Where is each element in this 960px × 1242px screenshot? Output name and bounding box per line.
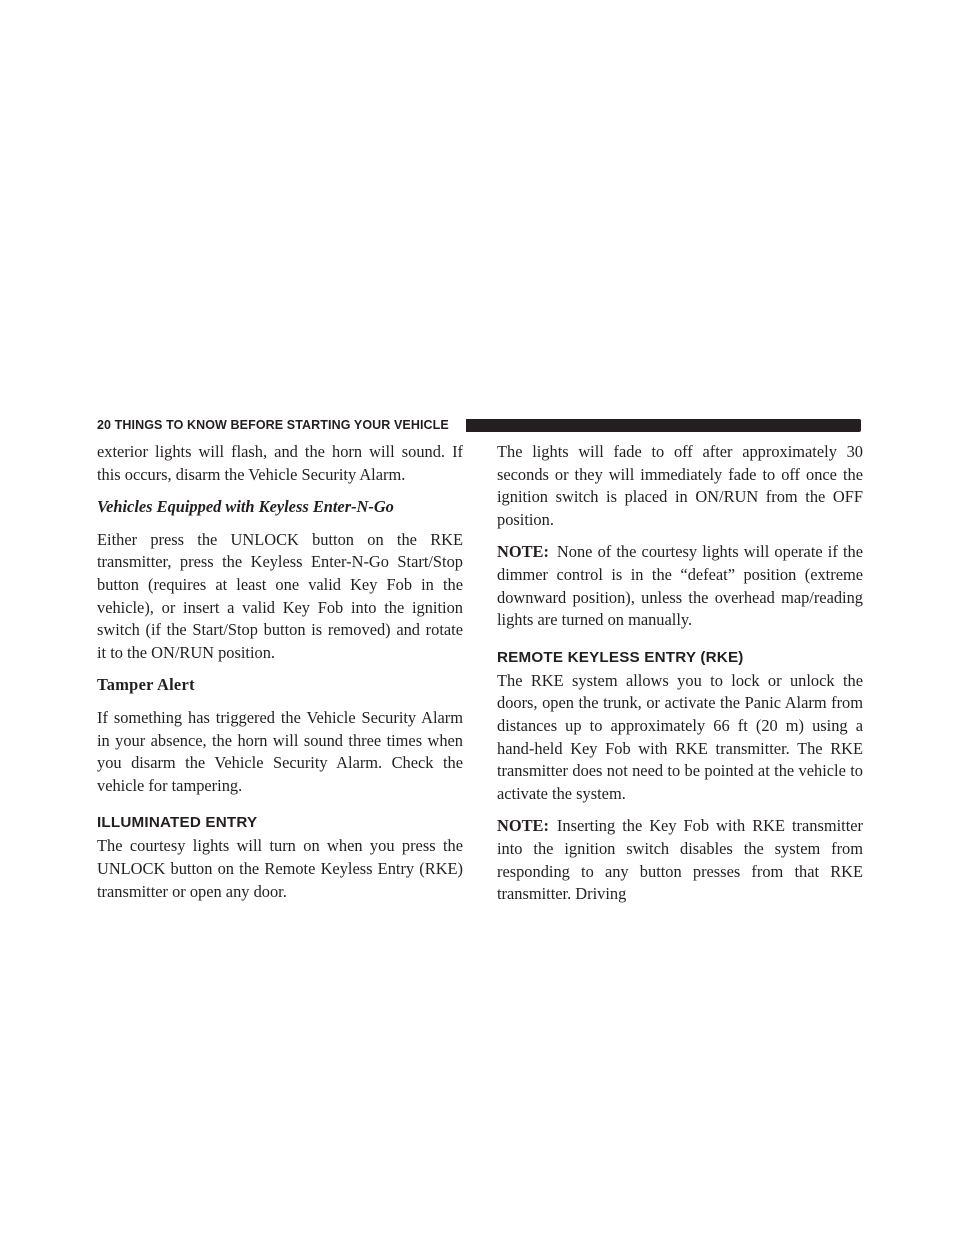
right-column [497,441,863,906]
section-title-illuminated-entry: ILLUMINATED ENTRY [97,814,258,832]
left-column [97,441,463,903]
page-number-and-chapter-title: 20 THINGS TO KNOW BEFORE STARTING YOUR VEHICLE [97,418,449,432]
note-key-fob-ignition [497,815,863,905]
note-label: NOTE: [497,816,549,836]
note-courtesy-lights [497,541,863,631]
paragraph-rke-system: The RKE system allows you to lock or unlock the doors, open the trunk, or activate the Panic Alarm from distances up to approximately 66 ft (20 m) using a hand-held Key Fob with RKE transmitter. The RKE transmitter does not need to be pointed at the vehicle to activate the system. [497,670,863,803]
note-label: NOTE: [497,542,549,562]
note-body: Inserting the Key Fob with RKE transmitter into the ignition switch disables the system from responding to any button presses from that RKE transmitter. Driving [497,816,863,904]
section-title-remote-keyless-entry: REMOTE KEYLESS ENTRY (RKE) [497,648,744,666]
header-rule-bar [466,419,861,432]
paragraph-tamper-alert: If something has triggered the Vehicle Security Alarm in your absence, the horn will sound three times when you disarm the Vehicle Security Alarm. Check the vehicle for tampering. [97,707,463,795]
note-body: None of the courtesy lights will operate if the dimmer control is in the “defeat” position (extreme downward position), unless the overhead map/reading lights are turned on manually. [497,542,863,630]
paragraph-alarm-continued: exterior lights will flash, and the horn will sound. If this occurs, disarm the Vehicle Security Alarm. [97,442,463,484]
page-header [97,417,861,433]
subheading-keyless-enter-n-go: Vehicles Equipped with Keyless Enter-N-Go [97,497,394,517]
paragraph-keyless-enter-n-go: Either press the UNLOCK button on the RKE transmitter, press the Keyless Enter-N-Go Start/Stop button (requires at least one valid Key Fob in the vehicle), or insert a valid Key Fob into the ignition switch (if the Start/Stop button is removed) and rotate it to the ON/RUN position. [97,529,463,662]
paragraph-illuminated-entry: The courtesy lights will turn on when you press the UNLOCK button on the Remote Keyless Entry (RKE) transmitter or open any door. [97,836,463,901]
paragraph-lights-fade: The lights will fade to off after approximately 30 seconds or they will immediately fade to off once the ignition switch is placed in ON/RUN from the OFF position. [497,442,863,529]
subheading-tamper-alert: Tamper Alert [97,675,195,695]
